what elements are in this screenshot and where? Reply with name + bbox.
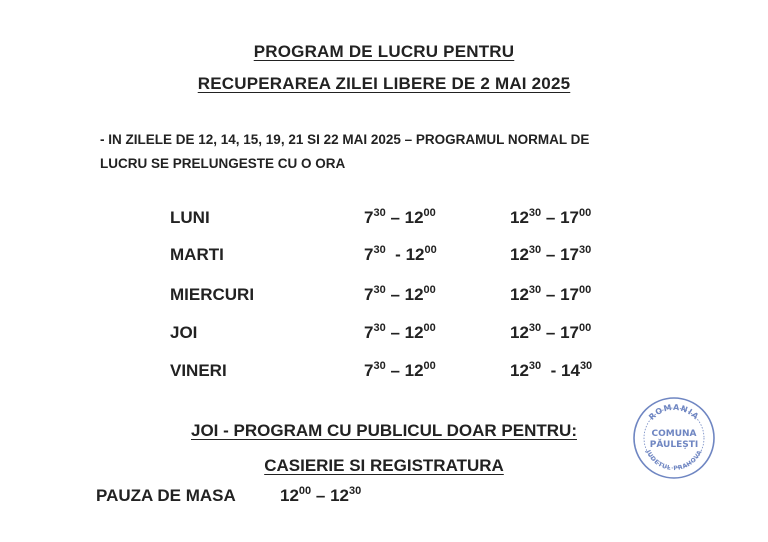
morning-end-min: 00 [423, 360, 436, 372]
intro-line-2: LUCRU SE PRELUNGESTE CU O ORA [100, 156, 346, 171]
morning-interval [364, 285, 436, 305]
afternoon-start-min: 30 [528, 322, 542, 334]
afternoon-sep: - [541, 361, 562, 380]
pauza-sep: – [311, 486, 331, 505]
pauza-end-hour: 12 [330, 486, 349, 505]
stamp-line-1: COMUNA [651, 429, 697, 439]
morning-sep: – [385, 323, 405, 342]
afternoon-end-hour: 17 [560, 285, 579, 304]
stamp-line-2: PĂULEȘTI [649, 440, 699, 450]
afternoon-start-hour: 12 [510, 285, 529, 304]
afternoon-start-hour: 12 [510, 361, 529, 380]
schedule-row [0, 208, 768, 234]
pauza-time [280, 486, 361, 506]
afternoon-sep: – [541, 245, 561, 264]
morning-start-min: 30 [373, 284, 386, 296]
morning-end-hour: 12 [404, 208, 424, 227]
morning-start-min: 30 [373, 360, 386, 372]
schedule-row [0, 361, 768, 387]
afternoon-interval [510, 245, 591, 265]
afternoon-end-min: 30 [579, 360, 593, 372]
schedule-row [0, 323, 768, 349]
morning-end-hour: 12 [404, 361, 424, 380]
pauza-end-min: 30 [349, 485, 362, 497]
title-line-1: PROGRAM DE LUCRU PENTRU [253, 42, 515, 61]
morning-end-min: 00 [423, 284, 436, 296]
afternoon-start-hour: 12 [510, 323, 529, 342]
morning-sep: – [385, 285, 405, 304]
schedule-day: MARTI [170, 245, 224, 264]
afternoon-sep: – [541, 285, 561, 304]
afternoon-end-min: 00 [579, 284, 592, 296]
morning-start-min: 30 [373, 322, 386, 334]
morning-end-hour: 12 [404, 323, 424, 342]
official-stamp-icon [632, 396, 716, 480]
morning-sep: – [385, 208, 405, 227]
stamp-top-text: ROMANIA [647, 402, 701, 422]
pauza-label: PAUZA DE MASA [96, 486, 236, 505]
pauza-start-min: 00 [298, 485, 312, 497]
afternoon-start-min: 30 [528, 244, 542, 256]
afternoon-sep: – [541, 323, 561, 342]
schedule-day: JOI [170, 323, 198, 342]
morning-start-hour: 7 [364, 361, 374, 380]
afternoon-end-hour: 17 [560, 323, 579, 342]
morning-end-min: 00 [424, 244, 437, 256]
afternoon-end-min: 00 [579, 207, 592, 219]
stamp-bottom-text: JUDETUL PRAHOVA [644, 448, 704, 473]
morning-interval [364, 208, 436, 228]
morning-end-min: 00 [423, 322, 436, 334]
afternoon-interval [510, 361, 592, 381]
afternoon-end-min: 30 [579, 244, 592, 256]
afternoon-start-min: 30 [528, 207, 542, 219]
morning-start-hour: 7 [364, 208, 374, 227]
morning-end-hour: 12 [405, 245, 425, 264]
morning-interval [364, 245, 437, 265]
morning-sep: - [385, 245, 406, 264]
morning-start-hour: 7 [364, 323, 374, 342]
morning-start-hour: 7 [364, 285, 374, 304]
afternoon-end-hour: 17 [560, 245, 579, 264]
afternoon-end-min: 00 [579, 322, 592, 334]
morning-end-hour: 12 [404, 285, 424, 304]
schedule-day: VINERI [170, 361, 227, 380]
afternoon-start-hour: 12 [510, 208, 529, 227]
title-line-2: RECUPERAREA ZILEI LIBERE DE 2 MAI 2025 [197, 74, 571, 93]
joi-text: PROGRAM CU PUBLICUL DOAR PENTRU: [233, 421, 577, 440]
morning-start-min: 30 [373, 207, 386, 219]
schedule-row [0, 285, 768, 311]
morning-start-hour: 7 [364, 245, 374, 264]
schedule-row [0, 245, 768, 271]
afternoon-interval [510, 285, 591, 305]
afternoon-end-hour: 17 [560, 208, 579, 227]
pauza-row [96, 485, 362, 506]
morning-start-min: 30 [373, 244, 386, 256]
afternoon-sep: – [541, 208, 561, 227]
casierie-heading: CASIERIE SI REGISTRATURA [264, 456, 504, 475]
schedule-day: LUNI [170, 208, 210, 227]
afternoon-end-hour: 14 [561, 361, 580, 380]
afternoon-start-hour: 12 [510, 245, 529, 264]
schedule-day: MIERCURI [170, 285, 255, 304]
morning-sep: – [385, 361, 405, 380]
afternoon-interval [510, 323, 591, 343]
morning-interval [364, 361, 436, 381]
joi-prefix: JOI - [191, 421, 234, 440]
morning-end-min: 00 [423, 207, 436, 219]
afternoon-start-min: 30 [528, 360, 542, 372]
afternoon-interval [510, 208, 591, 228]
afternoon-start-min: 30 [528, 284, 542, 296]
intro-line-1: - IN ZILELE DE 12, 14, 15, 19, 21 SI 22 MAI 2025 – PROGRAMUL NORMAL DE [100, 132, 590, 147]
morning-interval [364, 323, 436, 343]
pauza-start-hour: 12 [280, 486, 299, 505]
